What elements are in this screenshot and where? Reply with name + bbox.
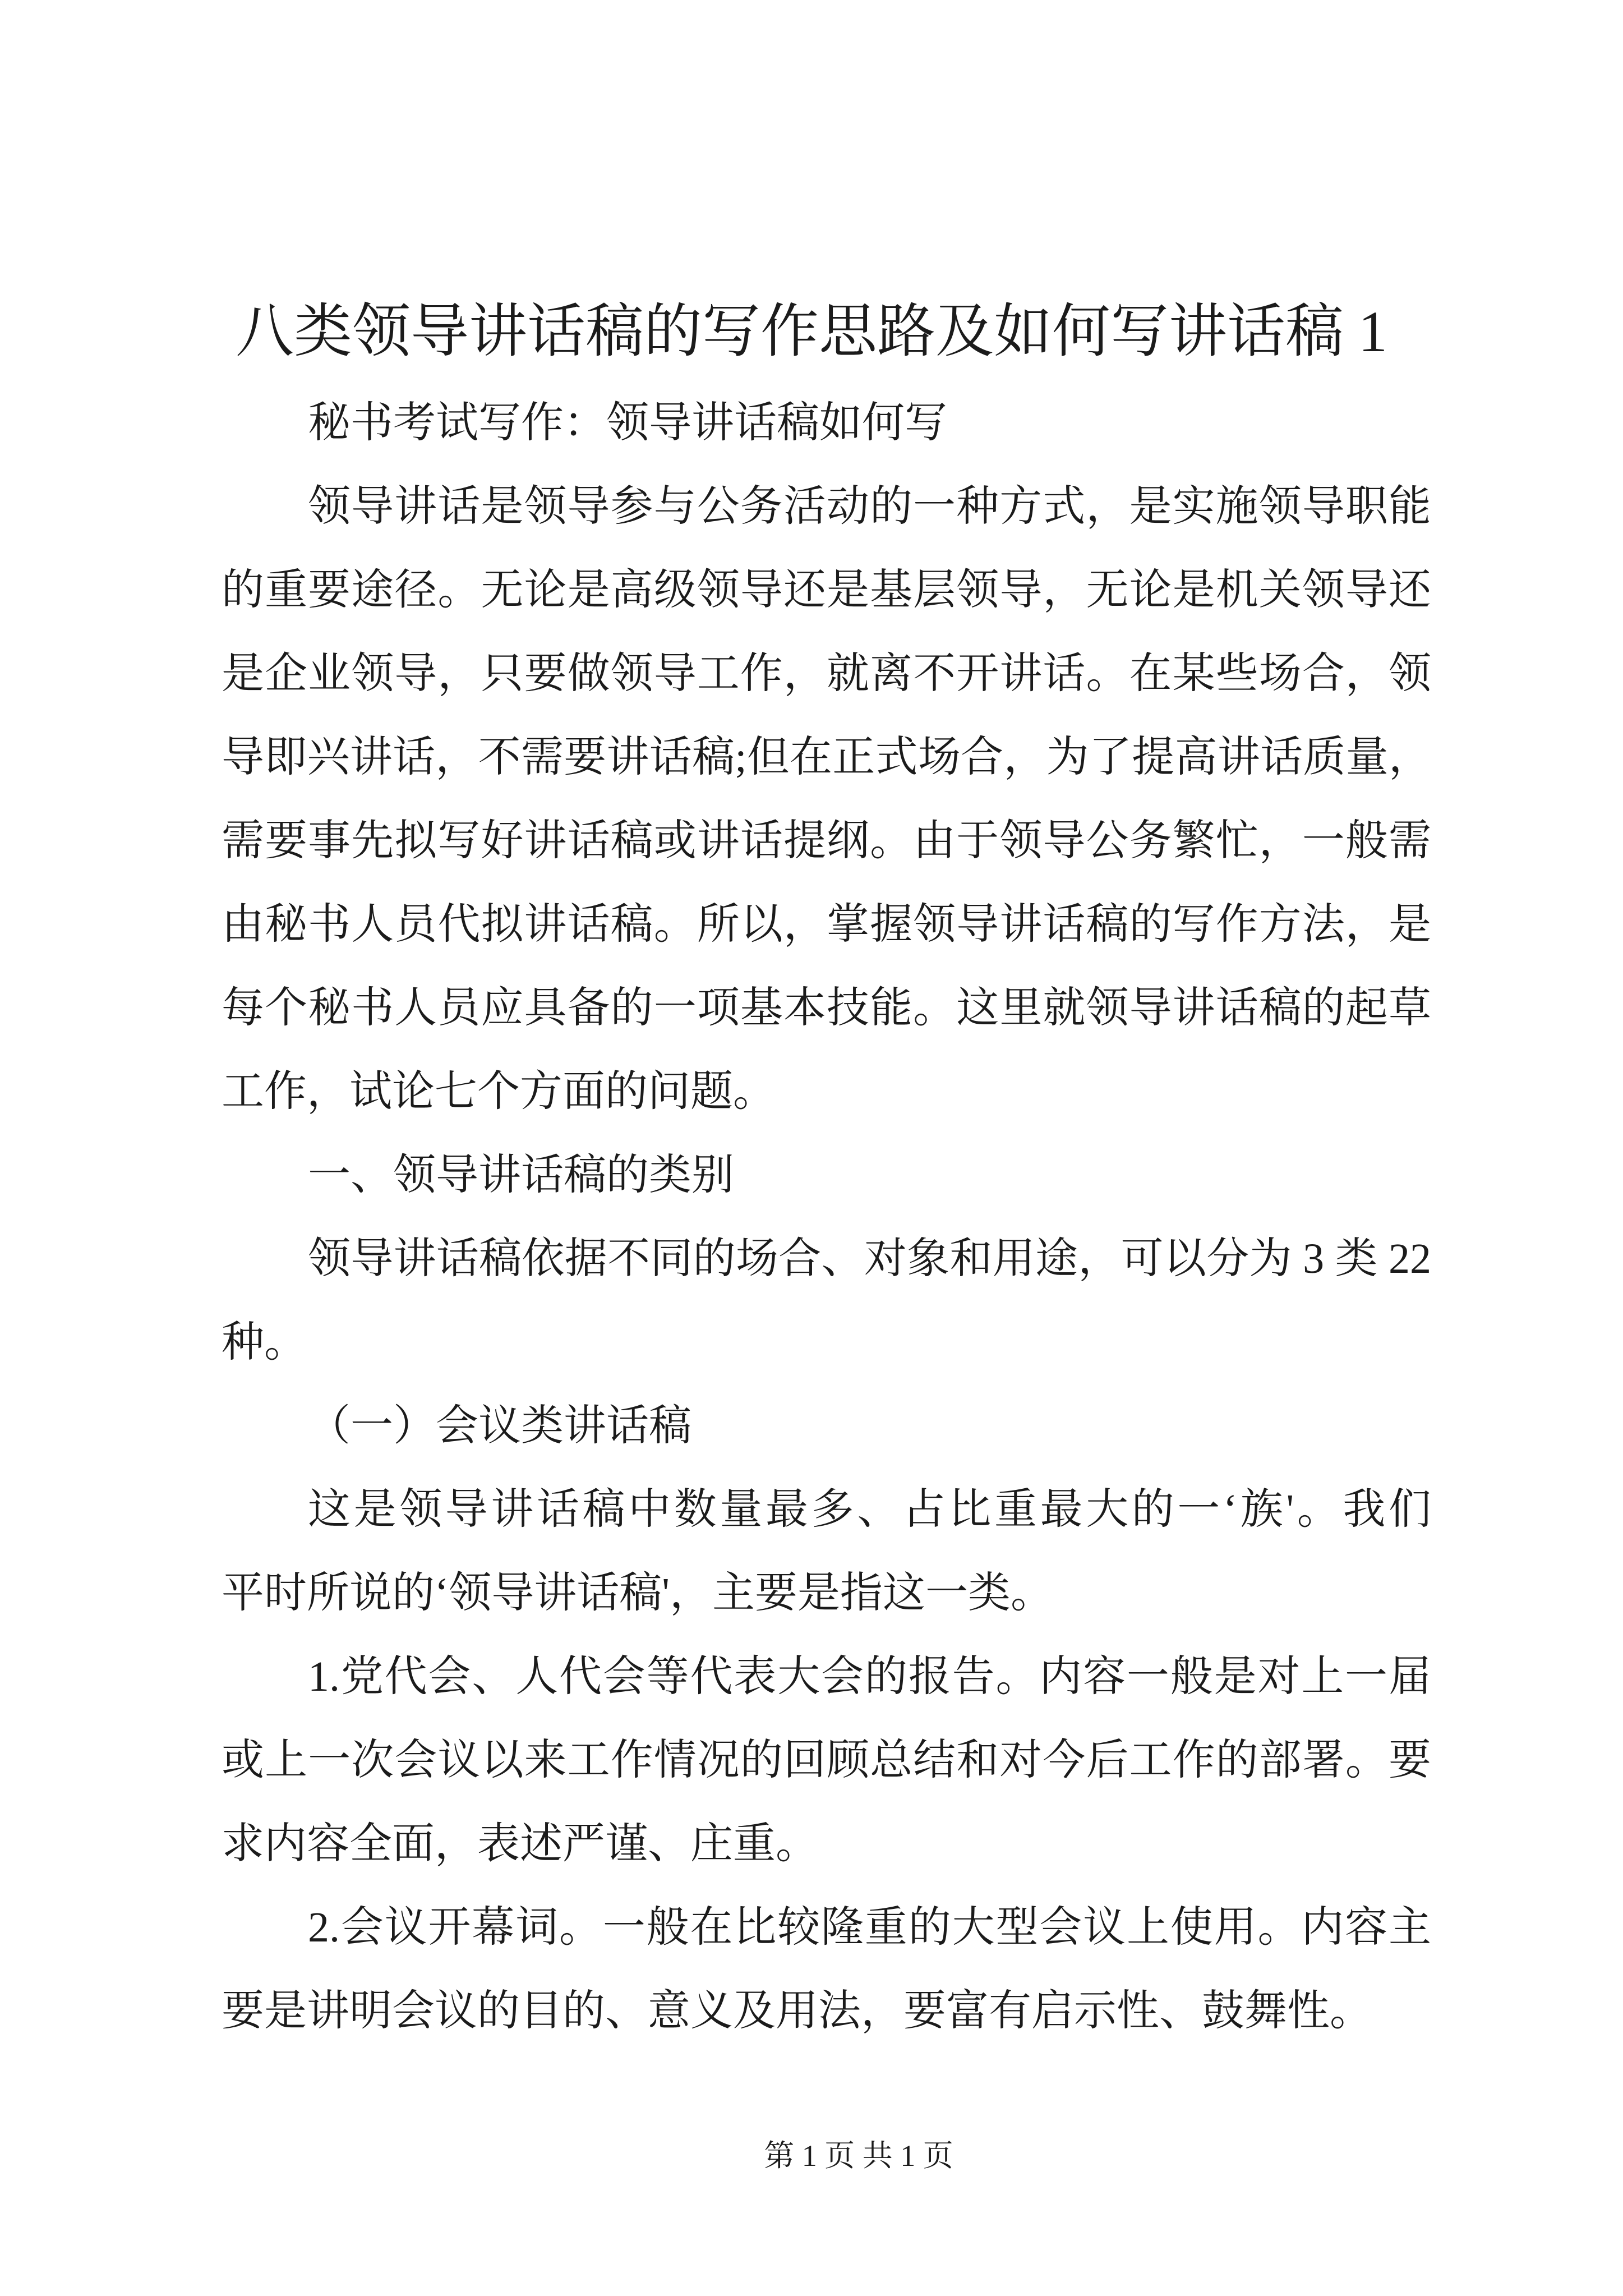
paragraph-intro xyxy=(222,465,1431,1134)
paragraph-line: 需要事先拟写好讲话稿或讲话提纲。由于领导公务繁忙，一般需 xyxy=(222,817,1431,864)
paragraph-line: 1.党代会、人代会等代表大会的报告。内容一般是对上一届 xyxy=(308,1653,1431,1700)
paragraph-line: 的重要途径。无论是高级领导还是基层领导，无论是机关领导还 xyxy=(222,567,1431,614)
paragraph-line: 求内容全面，表述严谨、庄重。 xyxy=(222,1820,818,1867)
paragraph-line: 种。 xyxy=(222,1319,307,1366)
paragraph-line: 工作，试论七个方面的问题。 xyxy=(222,1068,776,1115)
paragraph-line: 秘书考试写作：领导讲话稿如何写 xyxy=(308,399,947,447)
paragraph-line: 或上一次会议以来工作情况的回顾总结和对今后工作的部署。要 xyxy=(222,1737,1431,1784)
paragraph-line: 这是领导讲话稿中数量最多、占比重最大的一‘族'。我们 xyxy=(308,1486,1431,1533)
document-body xyxy=(222,381,1431,2053)
page-footer: 第 1 页 共 1 页 xyxy=(764,2139,953,2173)
list-item-2 xyxy=(222,1886,1431,2053)
section-heading-text: 一、领导讲话稿的类别 xyxy=(308,1152,734,1199)
paragraph-line: 平时所说的‘领导讲话稿'，主要是指这一类。 xyxy=(222,1570,1054,1617)
subsection-heading xyxy=(222,1384,1431,1468)
section-heading xyxy=(222,1134,1431,1217)
document-title: 八类领导讲话稿的写作思路及如何写讲话稿 1 xyxy=(235,300,1387,364)
paragraph-line: 导即兴讲话，不需要讲话稿;但在正式场合，为了提高讲话质量， xyxy=(222,734,1431,781)
paragraph-subtitle xyxy=(222,381,1431,465)
paragraph-categories xyxy=(222,1217,1431,1384)
paragraph-line: 要是讲明会议的目的、意义及用法，要富有启示性、鼓舞性。 xyxy=(222,1987,1372,2035)
paragraph-line: 是企业领导，只要做领导工作，就离不开讲话。在某些场合，领 xyxy=(222,650,1431,697)
paragraph-line: 每个秘书人员应具备的一项基本技能。这里就领导讲话稿的起草 xyxy=(222,984,1431,1032)
subsection-heading-text: （一）会议类讲话稿 xyxy=(308,1402,691,1450)
paragraph-line: 领导讲话是领导参与公务活动的一种方式，是实施领导职能 xyxy=(308,483,1431,530)
paragraph-line: 领导讲话稿依据不同的场合、对象和用途，可以分为 3 类 22 xyxy=(308,1235,1431,1282)
paragraph-line: 2.会议开幕词。一般在比较隆重的大型会议上使用。内容主 xyxy=(308,1904,1431,1951)
paragraph-line: 由秘书人员代拟讲话稿。所以，掌握领导讲话稿的写作方法，是 xyxy=(222,901,1431,948)
paragraph-meeting-speeches xyxy=(222,1468,1431,1635)
list-item-1 xyxy=(222,1635,1431,1886)
